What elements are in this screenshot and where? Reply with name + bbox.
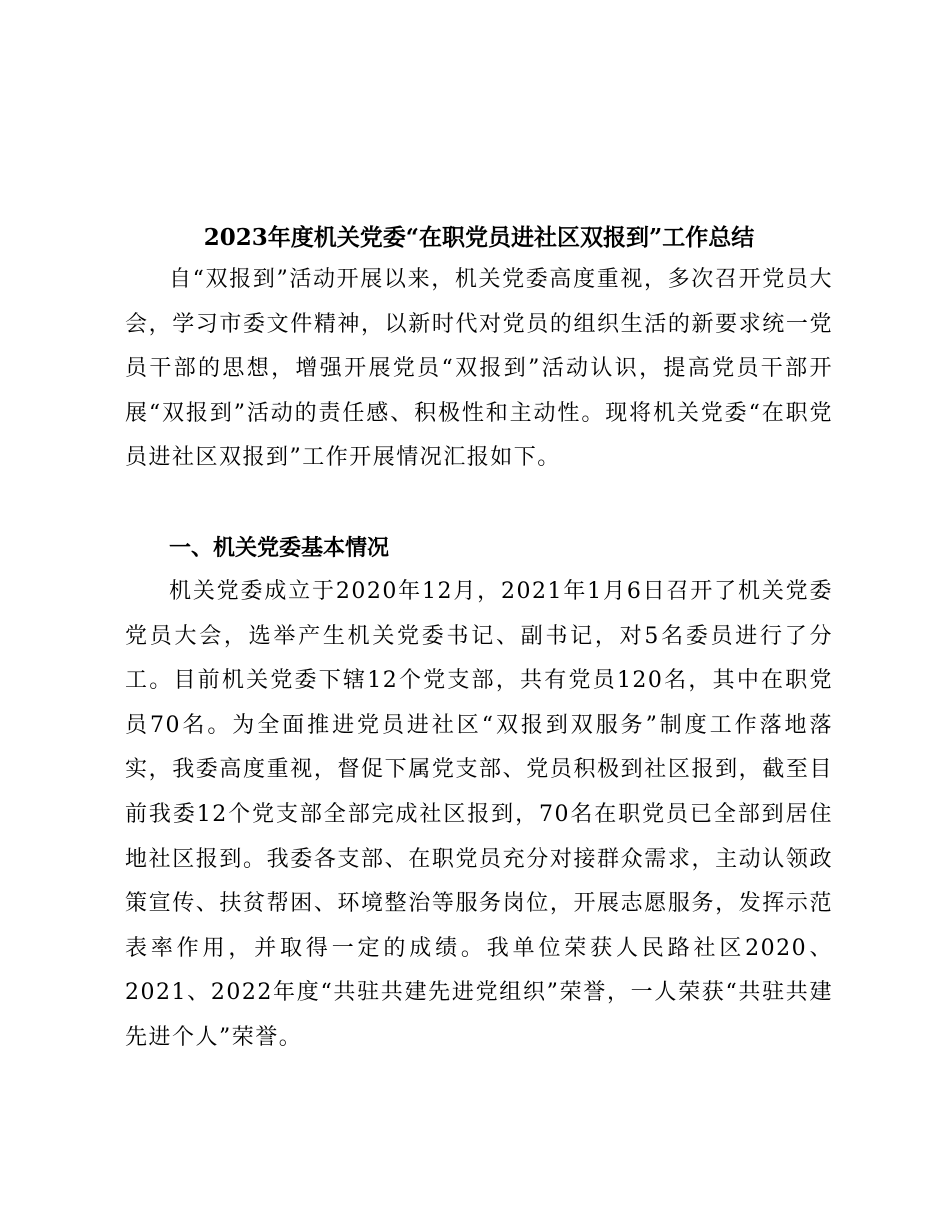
intro-paragraph: 自“双报到”活动开展以来，机关党委高度重视，多次召开党员大会，学习市委文件精神，以新时代对党员的组织生活的新要求统一党员干部的思想，增强开展党员“双报到”活动认识，提高党员干部开展“双报到”活动的责任感、积极性和主动性。现将机关党委“在职党员进社区双报到”工作开展情况汇报如下。 — [125, 267, 833, 471]
section-heading: 一、机关党委基本情况 — [169, 536, 390, 561]
basic-info-paragraph: 机关党委成立于2020年12月，2021年1月6日召开了机关党委党员大会，选举产生机关党委书记、副书记，对5名委员进行了分工。目前机关党委下辖12个党支部，共有党员120名，其中在职党员70名。为全面推进党员进社区“双报到双服务”制度工作落地落实，我委高度重视，督促下属党支部、党员积极到社区报到，截至目前我委12个党支部全部完成社区报到，70名在职党员已全部到居住地社区报到。我委各支部、在职党员充分对接群众需求，主动认领政策宣传、扶贫帮困、环境整治等服务岗位，开展志愿服务，发挥示范表率作用，并取得一定的成绩。我单位荣获人民路社区2020、2021、2022年度“共驻共建先进党组织”荣誉，一人荣获“共驻共建先进个人”荣誉。 — [125, 579, 833, 1050]
document-title: 2023年度机关党委“在职党员进社区双报到”工作总结 — [203, 224, 755, 251]
